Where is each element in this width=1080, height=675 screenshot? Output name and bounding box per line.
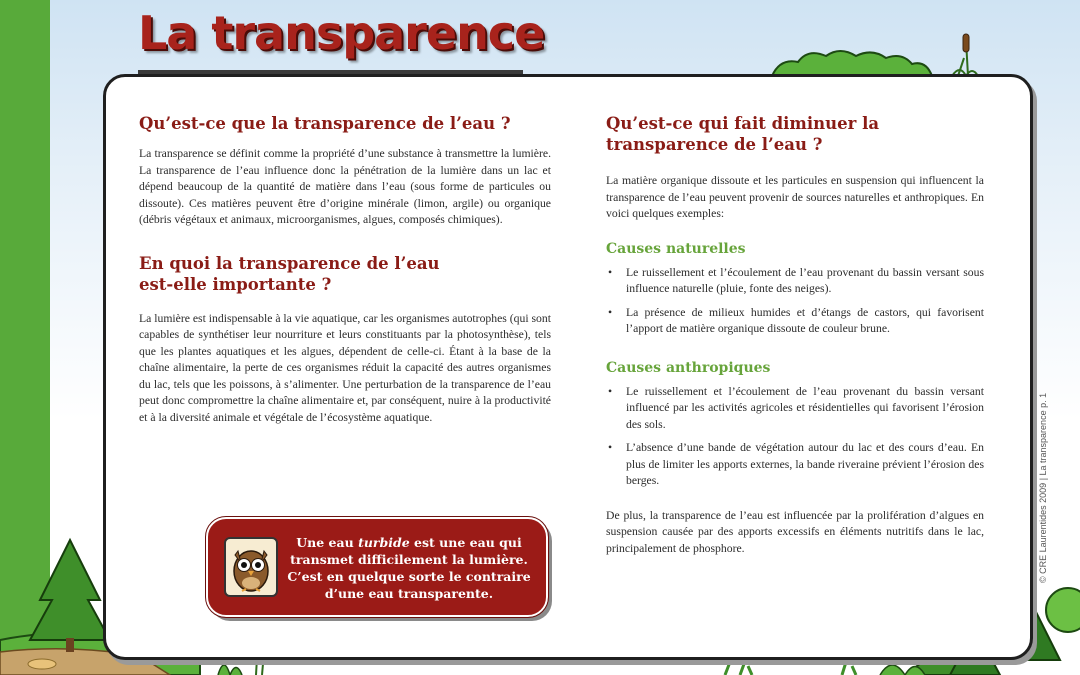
importance-paragraph: La lumière est indispensable à la vie aquatique, car les organismes autotrophes (qui sont capables de synthétiser leur nourriture et leurs constituants par la photosynthèse), tels que les plantes aquatiques et les algues, dépendent de celle-ci. Étant à la base de la chaîne alimentaire, la perte de ces organismes réduit la capacité des autres organismes du lac, tels que les poissons, à s’alimenter. Une perturbation de la transparence de l’eau peut donc compromettre la chaîne alimentaire et, par conséquent, nuire à la productivité et à la diversité animale et végétale de l’écosystème aquatique. (139, 311, 551, 424)
owl-icon (224, 537, 278, 597)
callout-suffix: est une eau qui transmet difficilement la lumière. C’est en quelque sorte le contraire d’une eau transparente. (287, 535, 531, 601)
callout-text (284, 534, 534, 602)
anthropic-causes-list (606, 384, 984, 490)
causes-intro-paragraph: La matière organique dissoute et les particules en suspension qui influencent la transparence de l’eau peuvent provenir de sources naturelles et anthropiques. En voici quelques exemples: (606, 174, 984, 220)
turbid-water-callout (206, 517, 548, 617)
copyright-side-note: © CRE Laurentides 2009 | La transparence p. 1 (1038, 392, 1048, 583)
list-item: • L’absence d’une bande de végétation autour du lac et des cours d’eau. En plus de limiter les apports externes, la bande riveraine prévient l’érosion des berges. (606, 440, 984, 490)
causes-heading-line2: transparence de l’eau ? (606, 135, 823, 154)
left-column (139, 113, 551, 426)
natural-causes-heading: Causes naturelles (606, 240, 746, 257)
callout-prefix: Une eau (296, 535, 359, 550)
importance-heading-line1: En quoi la transparence de l’eau (139, 253, 440, 273)
top-bush-illustration (772, 34, 978, 76)
section-heading-importance (139, 253, 551, 295)
page-title: La transparence (138, 6, 545, 60)
anthropic-causes-heading: Causes anthropiques (606, 359, 771, 376)
definition-paragraph: La transparence se définit comme la propriété d’une substance à transmettre la lumière. La transparence de l’eau influence donc la pénétration de la lumière dans un lac et dépend beaucoup de la quantité de matière dans l’eau (sous forme de particules ou dissoute). Ces matières peuvent être d’origine minérale (limon, argile) ou organique (débris végétaux et animaux, microorganismes, algues, composés chimiques). (139, 147, 551, 226)
list-item: • La présence de milieux humides et d’étangs de castors, qui favorisent l’apport de matière organique dissoute de couleur brune. (606, 305, 984, 338)
section-heading-causes (606, 113, 984, 155)
importance-heading-line2: est-elle importante ? (139, 274, 332, 294)
causes-heading-line1: Qu’est-ce qui fait diminuer la (606, 114, 880, 133)
closing-paragraph: De plus, la transparence de l’eau est influencée par la prolifération d’algues en suspension causée par des apports excessifs en éléments nutritifs dans le lac, principalement de phosphore. (606, 508, 984, 555)
list-item: • Le ruissellement et l’écoulement de l’eau provenant du bassin versant sous influence naturelle (pluie, fonte des neiges). (606, 265, 984, 298)
section-heading-definition: Qu’est-ce que la transparence de l’eau ? (139, 114, 511, 133)
natural-causes-list (606, 265, 984, 338)
callout-emphasis: turbide (358, 535, 410, 550)
list-item: • Le ruissellement et l’écoulement de l’eau provenant du bassin versant influencé par les activités agricoles et résidentielles qui favorisent l’érosion des sols. (606, 384, 984, 434)
right-column (606, 113, 984, 557)
